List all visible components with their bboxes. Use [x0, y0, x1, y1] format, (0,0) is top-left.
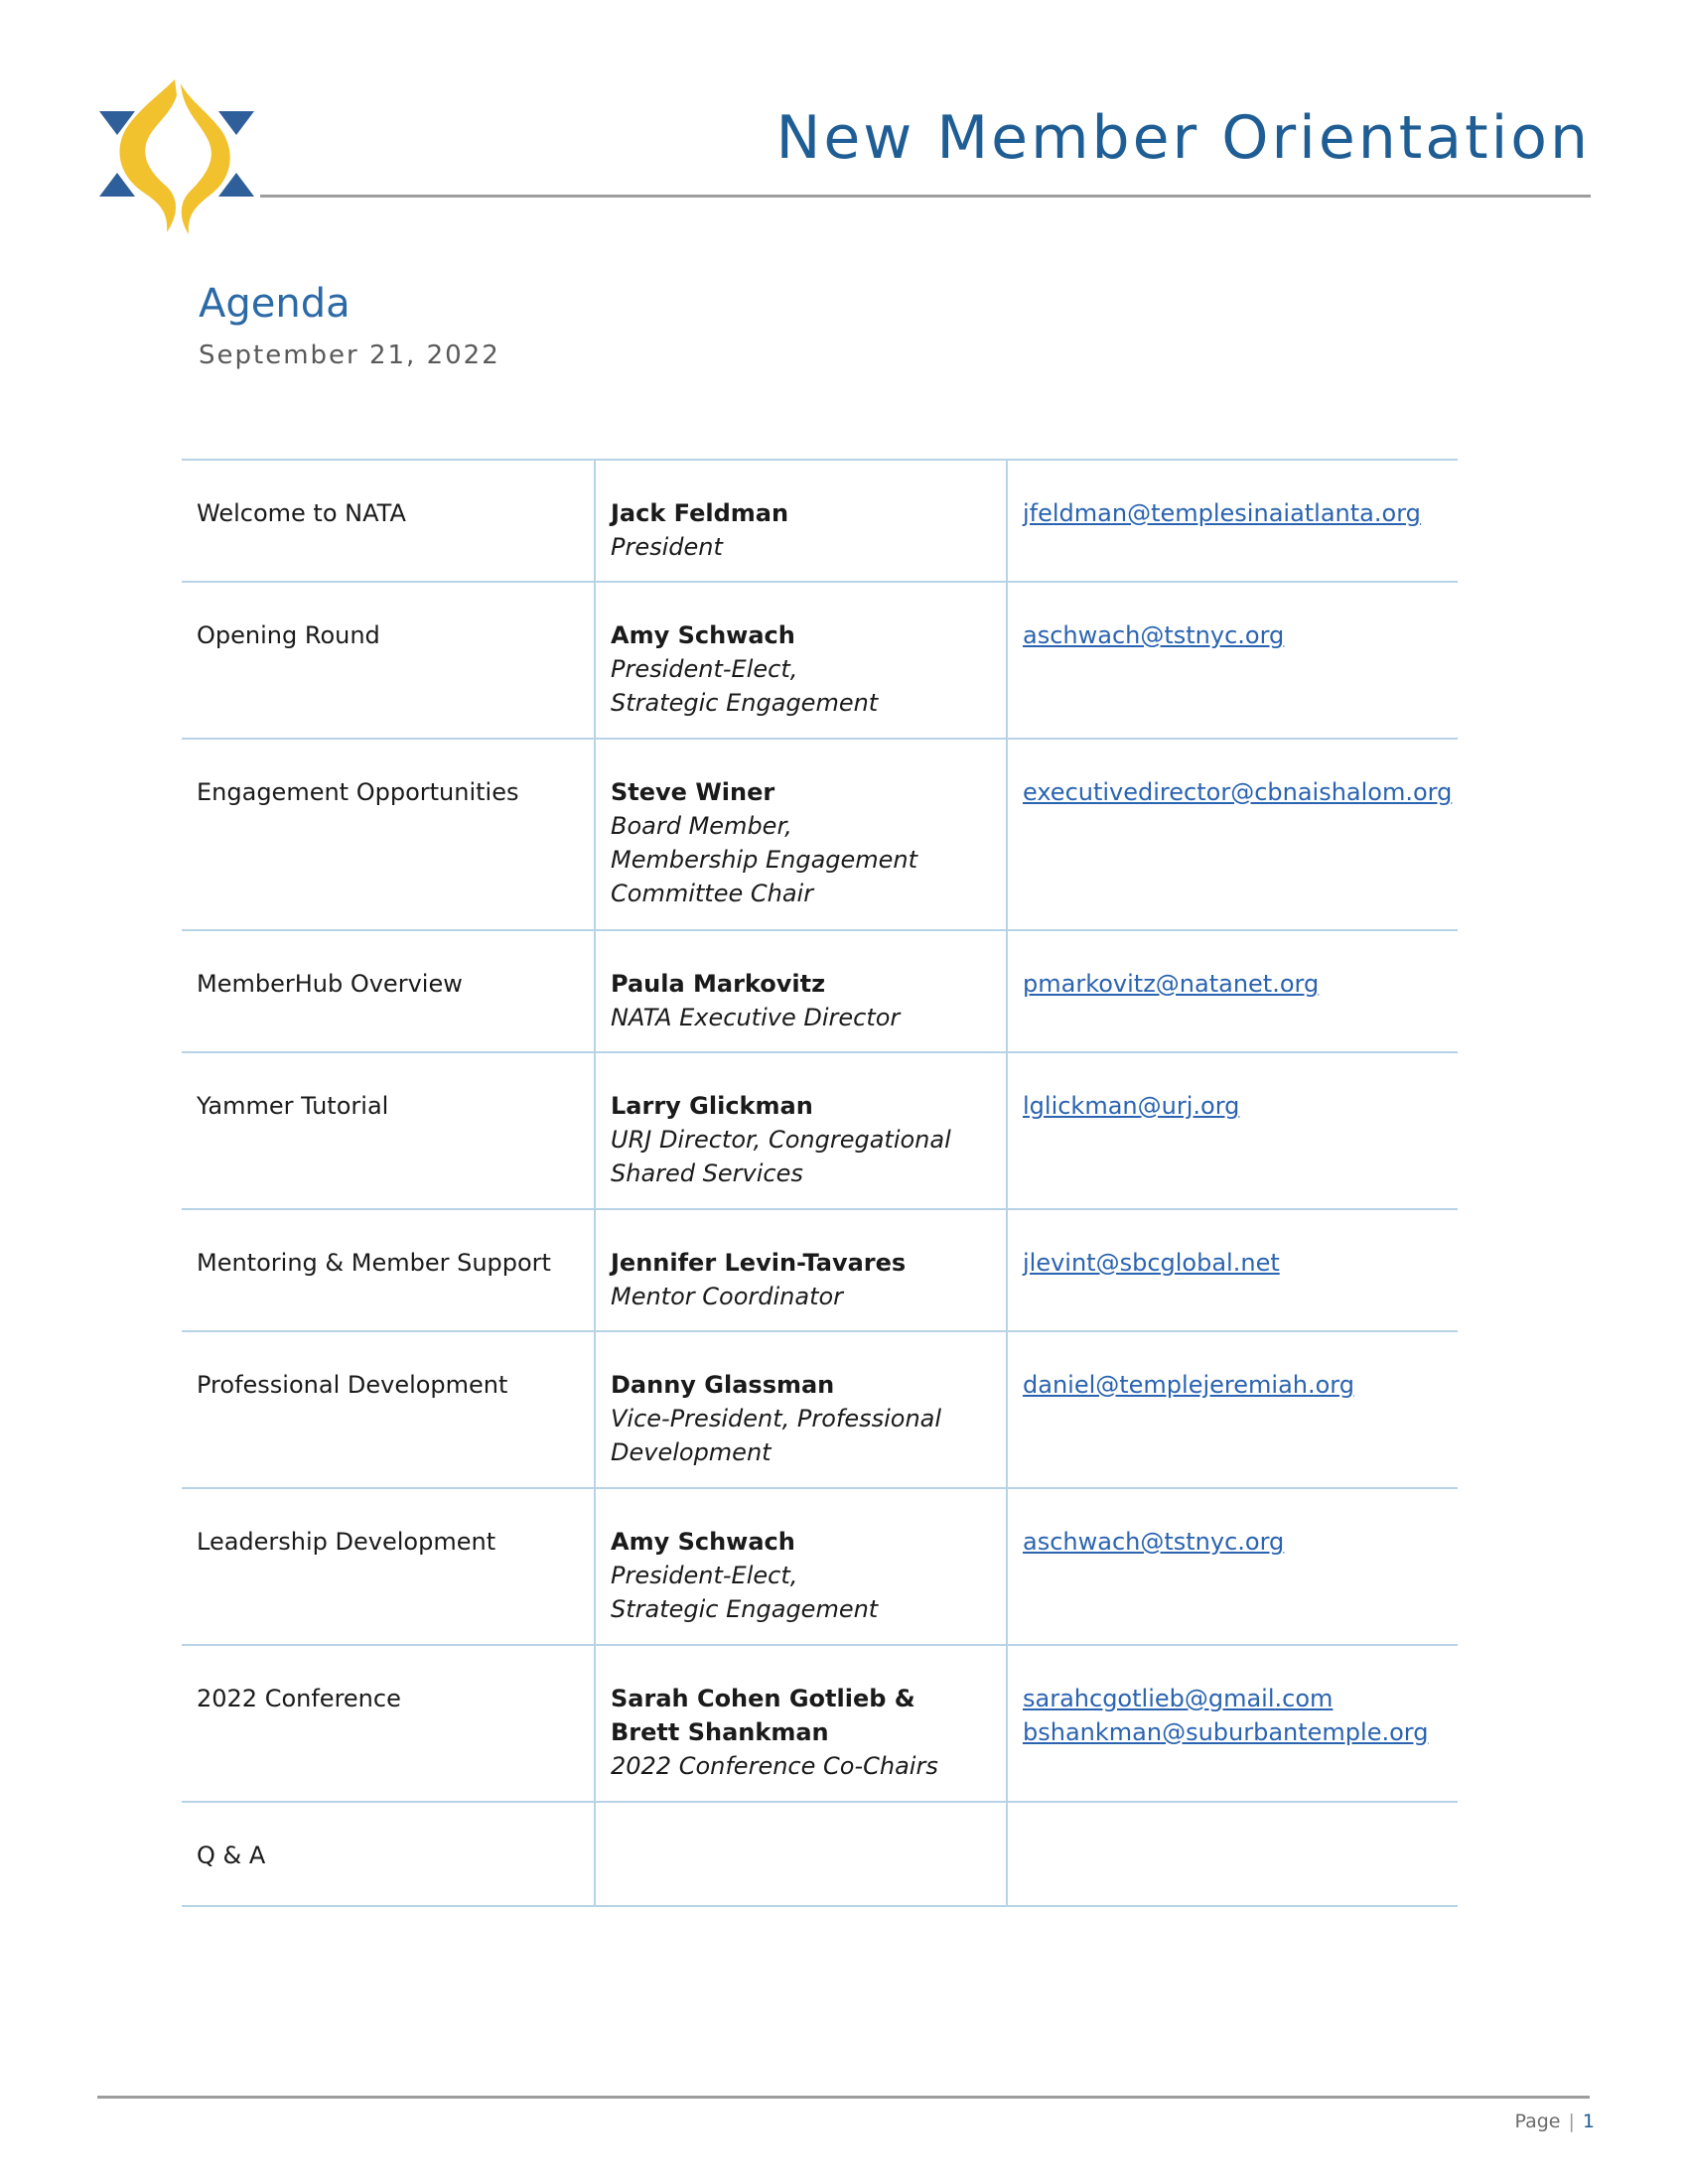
- presenter-cell: [595, 739, 1007, 930]
- agenda-topic-cell: [182, 1209, 595, 1331]
- presenter-cell: [595, 1645, 1007, 1802]
- contact-cell: [1007, 739, 1458, 930]
- agenda-table: [182, 459, 1458, 1907]
- header-divider: [260, 195, 1591, 198]
- presenter-role: Mentor Coordinator: [611, 1283, 844, 1310]
- email-link[interactable]: jlevint@sbcglobal.net: [1023, 1249, 1280, 1277]
- contact-cell: [1007, 1488, 1458, 1645]
- agenda-row: [182, 582, 1458, 739]
- agenda-topic: 2022 Conference: [197, 1685, 401, 1712]
- presenter-role: Board Member, Membership Engagement Committee Chair: [611, 812, 918, 907]
- agenda-topic-cell: [182, 739, 595, 930]
- agenda-topic-cell: [182, 1802, 595, 1906]
- email-link[interactable]: bshankman@suburbantemple.org: [1023, 1718, 1429, 1746]
- agenda-topic: Q & A: [197, 1842, 266, 1869]
- contact-cell: [1007, 1645, 1458, 1802]
- presenter-role: Vice-President, Professional Development: [611, 1405, 942, 1466]
- presenter-role: President-Elect, Strategic Engagement: [611, 655, 879, 717]
- email-link[interactable]: sarahcgotlieb@gmail.com: [1023, 1685, 1334, 1712]
- presenter-name: Sarah Cohen Gotlieb & Brett Shankman: [611, 1685, 915, 1746]
- agenda-row: [182, 1645, 1458, 1802]
- presenter-role: 2022 Conference Co-Chairs: [611, 1752, 938, 1780]
- page-footer: [1515, 2111, 1596, 2132]
- presenter-cell: [595, 1209, 1007, 1331]
- agenda-topic: MemberHub Overview: [197, 970, 463, 998]
- page-number: 1: [1582, 2111, 1595, 2132]
- presenter-name: Larry Glickman: [611, 1092, 813, 1120]
- agenda-row: [182, 1488, 1458, 1645]
- contact-cell: [1007, 1209, 1458, 1331]
- presenter-cell: [595, 1802, 1007, 1906]
- email-link[interactable]: pmarkovitz@natanet.org: [1023, 970, 1320, 998]
- contact-cell: [1007, 1052, 1458, 1209]
- email-link[interactable]: aschwach@tstnyc.org: [1023, 621, 1285, 649]
- contact-cell: [1007, 1331, 1458, 1488]
- presenter-name: Steve Winer: [611, 778, 775, 806]
- agenda-row: [182, 1802, 1458, 1906]
- agenda-row: [182, 930, 1458, 1052]
- agenda-topic-cell: [182, 1052, 595, 1209]
- presenter-name: Amy Schwach: [611, 621, 795, 649]
- presenter-name: Paula Markovitz: [611, 970, 826, 998]
- agenda-topic-cell: [182, 930, 595, 1052]
- presenter-cell: [595, 930, 1007, 1052]
- presenter-cell: [595, 1331, 1007, 1488]
- agenda-topic: Mentoring & Member Support: [197, 1249, 551, 1277]
- presenter-name: Amy Schwach: [611, 1528, 795, 1556]
- agenda-topic: Welcome to NATA: [197, 499, 406, 527]
- agenda-row: [182, 739, 1458, 930]
- agenda-topic: Engagement Opportunities: [197, 778, 519, 806]
- agenda-row: [182, 460, 1458, 582]
- presenter-role: NATA Executive Director: [611, 1004, 901, 1031]
- presenter-name: Jennifer Levin-Tavares: [611, 1249, 907, 1277]
- contact-cell: [1007, 930, 1458, 1052]
- contact-cell: [1007, 582, 1458, 739]
- email-link[interactable]: lglickman@urj.org: [1023, 1092, 1240, 1120]
- page-label: Page: [1514, 2111, 1561, 2132]
- agenda-topic: Professional Development: [197, 1371, 508, 1399]
- email-link[interactable]: aschwach@tstnyc.org: [1023, 1528, 1285, 1556]
- presenter-name: Jack Feldman: [611, 499, 789, 527]
- agenda-row: [182, 1331, 1458, 1488]
- presenter-role: President-Elect, Strategic Engagement: [611, 1562, 879, 1623]
- agenda-topic-cell: [182, 1488, 595, 1645]
- email-link[interactable]: daniel@templejeremiah.org: [1023, 1371, 1354, 1399]
- presenter-name: Danny Glassman: [611, 1371, 835, 1399]
- presenter-role: President: [611, 533, 723, 561]
- agenda-topic-cell: [182, 1645, 595, 1802]
- presenter-cell: [595, 582, 1007, 739]
- agenda-topic-cell: [182, 1331, 595, 1488]
- agenda-topic: Leadership Development: [197, 1528, 496, 1556]
- presenter-cell: [595, 460, 1007, 582]
- agenda-topic-cell: [182, 460, 595, 582]
- page-separator: |: [1568, 2111, 1575, 2132]
- presenter-cell: [595, 1052, 1007, 1209]
- contact-cell: [1007, 1802, 1458, 1906]
- agenda-date: September 21, 2022: [199, 341, 500, 370]
- presenter-cell: [595, 1488, 1007, 1645]
- logo-icon: [97, 75, 256, 236]
- agenda-row: [182, 1052, 1458, 1209]
- agenda-topic: Yammer Tutorial: [197, 1092, 389, 1120]
- email-link[interactable]: jfeldman@templesinaiatlanta.org: [1023, 499, 1421, 527]
- document-title: New Member Orientation: [775, 103, 1591, 173]
- agenda-row: [182, 1209, 1458, 1331]
- footer-divider: [97, 2096, 1590, 2099]
- contact-cell: [1007, 460, 1458, 582]
- presenter-role: URJ Director, Congregational Shared Services: [611, 1126, 951, 1187]
- agenda-topic: Opening Round: [197, 621, 380, 649]
- agenda-heading: Agenda: [199, 281, 351, 327]
- email-link[interactable]: executivedirector@cbnaishalom.org: [1023, 778, 1453, 806]
- agenda-topic-cell: [182, 582, 595, 739]
